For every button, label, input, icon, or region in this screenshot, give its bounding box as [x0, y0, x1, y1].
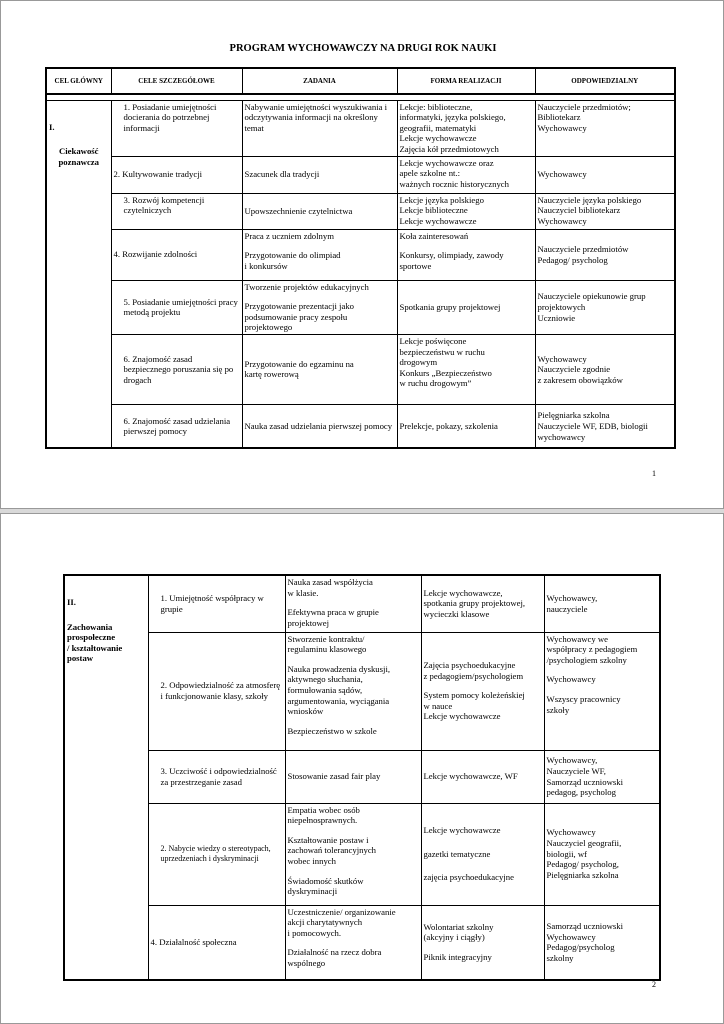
forma-line: Koła zainteresowań — [399, 230, 469, 241]
odp-line: współpracy z pedagogiem — [546, 644, 638, 655]
forma-realizacji — [397, 156, 535, 193]
zadanie: Stosowanie zasad fair play — [285, 750, 421, 803]
odpowiedzialny — [544, 632, 660, 750]
odp-line: Wychowawcy — [537, 215, 587, 226]
odp-line: Bibliotekarz — [537, 112, 581, 123]
forma-line: gazetki tematyczne — [423, 848, 491, 859]
forma-line: sportowe — [399, 260, 432, 271]
zadanie-line: Empatia wobec osób — [287, 804, 360, 815]
forma-line: bezpieczeństwu w ruchu — [399, 346, 485, 357]
table-row — [46, 100, 675, 156]
odp-line: Nauczyciele języka polskiego — [537, 194, 642, 205]
zadanie-line: niepełnosprawnych. — [287, 815, 358, 826]
table-row — [64, 750, 660, 803]
table-row — [46, 280, 675, 334]
odp-line: Wychowawcy — [537, 353, 587, 364]
odp-line: Wychowawcy, — [546, 593, 598, 604]
forma-realizacji — [421, 803, 544, 905]
cel-szczegolowy: 2. Nabycie wiedzy o stereotypach, uprzedzeniach i dyskryminacji — [148, 803, 285, 905]
zadanie-line: projektowej — [287, 617, 329, 628]
table-row — [64, 803, 660, 905]
forma-line: Piknik integracyjny — [423, 952, 492, 963]
table-row — [46, 229, 675, 280]
odp-line: wychowawcy — [537, 431, 586, 442]
zadanie-line: Przygotowanie do olimpiad — [244, 250, 341, 261]
odpowiedzialny — [544, 803, 660, 905]
forma-line: zajęcia psychoedukacyjne — [423, 872, 514, 883]
forma-line: spotkania grupy projektowej, — [423, 598, 526, 609]
header-zadania: ZADANIA — [242, 68, 397, 94]
program-table-page-1 — [45, 67, 676, 449]
table-row — [46, 193, 675, 229]
cel-szczegolowy: 1. Posiadanie umiejętności docierania do potrzebnej informacji — [111, 100, 242, 156]
header-cel-glowny: CEL GŁÓWNY — [46, 68, 111, 94]
forma-line: wycieczki klasowe — [423, 609, 490, 620]
odp-line: Uczniowie — [537, 312, 576, 323]
document-page-1 — [0, 0, 724, 509]
cel-szczegolowy: 2. Kultywowanie tradycji — [111, 156, 242, 193]
odpowiedzialny — [544, 750, 660, 803]
forma-line: z pedagogiem/psychologiem — [423, 670, 524, 681]
odp-line: Wychowawcy — [546, 827, 596, 838]
zadanie-line: Nauka prowadzenia dyskusji, — [287, 663, 391, 674]
forma-line: Lekcje biblioteczne — [399, 205, 468, 216]
odp-line: Pedagog/psycholog — [546, 942, 615, 953]
goal-name-line: prospołeczne — [67, 632, 116, 643]
odp-line: Wychowawcy — [546, 674, 596, 685]
odp-line: Wychowawcy — [537, 122, 587, 133]
forma-line: (akcyjny i ciągły) — [423, 932, 485, 943]
odp-line: /psychologiem szkolny — [546, 654, 627, 665]
cel-szczegolowy: 4. Rozwijanie zdolności — [111, 229, 242, 280]
odp-line: Pedagog/ psycholog — [537, 254, 608, 265]
zadanie-line: kartę rowerową — [244, 369, 299, 380]
cel-szczegolowy: 3. Uczciwość i odpowiedzialność za przestrzeganie zasad — [148, 750, 285, 803]
header-forma-realizacji: FORMA REALIZACJI — [397, 68, 535, 94]
cel-szczegolowy: 1. Umiejętność współpracy w grupie — [148, 575, 285, 632]
zadanie-line: i konkursów — [244, 260, 288, 271]
forma-line: ważnych rocznic historycznych — [399, 178, 510, 189]
goal-name-line: postaw — [67, 653, 94, 664]
zadanie: Szacunek dla tradycji — [242, 156, 397, 193]
zadanie-line: Bezpieczeństwo w szkole — [287, 725, 377, 736]
zadanie-line: projektowego — [244, 322, 293, 333]
zadanie-line: wobec innych — [287, 855, 336, 866]
zadanie — [285, 803, 421, 905]
odp-line: Nauczyciel bibliotekarz — [537, 205, 621, 216]
table-row — [46, 156, 675, 193]
odp-line: Wychowawcy, — [546, 755, 598, 766]
zadanie-line: Działalność na rzecz dobra — [287, 947, 382, 958]
goal-name — [67, 622, 146, 664]
odp-line: pedagog, psycholog — [546, 787, 616, 798]
zadanie-line: argumentowania, wyciągania — [287, 695, 390, 706]
odp-line: szkolny — [546, 952, 574, 963]
zadanie-line: regulaminu klasowego — [287, 644, 367, 655]
forma-realizacji — [397, 193, 535, 229]
zadanie-line: Stworzenie kontraktu/ — [287, 633, 365, 644]
odpowiedzialny — [535, 193, 675, 229]
zadanie-line: Kształtowanie postaw i — [287, 834, 369, 845]
odp-line: Nauczyciele WF, EDB, biologii — [537, 420, 648, 431]
zadanie-line: Efektywna praca w grupie — [287, 607, 379, 618]
forma-realizacji: Prelekcje, pokazy, szkolenia — [397, 404, 535, 448]
zadanie-line: akcji charytatywnych — [287, 917, 363, 928]
forma-line: Konkursy, olimpiady, zawody — [399, 250, 504, 261]
odpowiedzialny — [535, 334, 675, 404]
forma-line: Lekcje wychowawcze, — [423, 587, 503, 598]
odp-line: Pielęgniarka szkolna — [546, 869, 619, 880]
forma-realizacji: Lekcje wychowawcze, WF — [421, 750, 544, 803]
odpowiedzialny — [544, 905, 660, 980]
odp-line: Wychowawcy — [546, 931, 596, 942]
odp-line: Pedagog/ psycholog, — [546, 859, 619, 870]
odp-line: Samorząd uczniowski — [546, 921, 623, 932]
odp-line: Nauczyciele zgodnie — [537, 364, 611, 375]
zadanie-line: Nauka zasad współżycia — [287, 577, 373, 587]
main-goal-cell — [46, 100, 111, 448]
goal-name-line: / kształtowanie — [67, 642, 123, 653]
cel-szczegolowy: 6. Znajomość zasad udzielania pierwszej pomocy — [111, 404, 242, 448]
odp-line: Wszyscy pracownicy — [546, 693, 621, 704]
odpowiedzialny — [535, 280, 675, 334]
cel-szczegolowy: 6. Znajomość zasad bezpiecznego poruszania się po drogach — [111, 334, 242, 404]
forma-line: Lekcje wychowawcze oraz — [399, 157, 494, 168]
zadanie-line: wspólnego — [287, 957, 326, 968]
goal-name-line: Zachowania — [67, 621, 113, 632]
zadanie — [285, 632, 421, 750]
table-row — [64, 575, 660, 632]
forma-line: w nauce — [423, 700, 453, 711]
odp-line: Nauczyciel geografii, — [546, 838, 622, 849]
odp-line: z zakresem obowiązków — [537, 374, 623, 385]
forma-line: drogowym — [399, 357, 438, 368]
cel-szczegolowy: 5. Posiadanie umiejętności pracy metodą projektu — [111, 280, 242, 334]
zadanie-line: w klasie. — [287, 587, 319, 598]
forma-line: Zajęcia kół przedmiotowych — [399, 143, 499, 154]
table-row — [64, 905, 660, 980]
forma-line: System pomocy koleżeńskiej — [423, 690, 525, 701]
odp-line: Nauczyciele WF, — [546, 765, 606, 776]
table-header-row — [46, 68, 675, 94]
odpowiedzialny — [544, 575, 660, 632]
forma-line: Konkurs „Bezpieczeństwo — [399, 367, 492, 378]
odpowiedzialny — [535, 229, 675, 280]
odpowiedzialny: Wychowawcy — [535, 156, 675, 193]
zadanie-line: Tworzenie projektów edukacyjnych — [244, 281, 369, 292]
zadanie: Upowszechnienie czytelnictwa — [242, 193, 397, 229]
forma-line: Lekcje: biblioteczne, — [399, 101, 473, 112]
forma-line: w ruchu drogowym” — [399, 378, 472, 389]
odp-line: szkoły — [546, 704, 570, 715]
zadanie-line: Praca z uczniem zdolnym — [244, 230, 334, 241]
zadanie — [285, 905, 421, 980]
odp-line: Pielęgniarka szkolna — [537, 410, 610, 421]
goal-number: I. — [49, 121, 55, 132]
page-number: 2 — [652, 980, 656, 989]
zadanie-line: formułowania sądów, — [287, 684, 363, 695]
document-page-2 — [0, 513, 724, 1024]
zadanie-line: wniosków — [287, 706, 324, 717]
cel-szczegolowy: 4. Działalność społeczna — [148, 905, 285, 980]
zadanie — [242, 280, 397, 334]
zadanie-line: Uczestniczenie/ organizowanie — [287, 906, 396, 917]
forma-realizacji — [421, 575, 544, 632]
odpowiedzialny — [535, 404, 675, 448]
forma-line: Lekcje wychowawcze — [399, 215, 477, 226]
cel-szczegolowy: 2. Odpowiedzialność za atmosferę i funkcjonowanie klasy, szkoły — [148, 632, 285, 750]
odp-line: Nauczyciele opiekunowie grup — [537, 291, 646, 302]
forma-realizacji — [397, 229, 535, 280]
document-title: PROGRAM WYCHOWAWCZY NA DRUGI ROK NAUKI — [229, 43, 497, 54]
zadanie-line: podsumowanie pracy zespołu — [244, 311, 348, 322]
forma-line: Lekcje języka polskiego — [399, 194, 484, 205]
page-number: 1 — [652, 469, 656, 478]
odp-line: Nauczyciele przedmiotów; — [537, 101, 631, 112]
forma-line: geografii, matematyki — [399, 122, 477, 133]
zadanie-line: zachowań tolerancyjnych — [287, 845, 377, 856]
zadanie — [242, 334, 397, 404]
forma-line: informatyki, języka polskiego, — [399, 112, 506, 123]
forma-line: Lekcje wychowawcze — [399, 133, 477, 144]
forma-line: Zajęcia psychoedukacyjne — [423, 659, 516, 670]
zadanie-line: dyskryminacji — [287, 886, 338, 897]
odp-line: nauczyciele — [546, 603, 588, 614]
zadanie-line: Przygotowanie do egzaminu na — [244, 358, 354, 369]
program-table-page-2 — [63, 574, 661, 981]
header-cele-szczegolowe: CELE SZCZEGÓŁOWE — [111, 68, 242, 94]
odp-line: Nauczyciele przedmiotów — [537, 243, 629, 254]
forma-line: Lekcje wychowawcze — [423, 825, 501, 836]
zadanie: Nauka zasad udzielania pierwszej pomocy — [242, 404, 397, 448]
forma-realizacji — [421, 905, 544, 980]
forma-realizacji — [397, 334, 535, 404]
table-row — [46, 404, 675, 448]
zadanie-line: Świadomość skutków — [287, 875, 364, 886]
goal-name: Ciekawość poznawcza — [58, 146, 100, 167]
forma-realizacji: Spotkania grupy projektowej — [397, 280, 535, 334]
zadanie: Nabywanie umiejętności wyszukiwania i odczytywania informacji na określony temat — [242, 100, 397, 156]
odpowiedzialny — [535, 100, 675, 156]
header-odpowiedzialny: ODPOWIEDZIALNY — [535, 68, 675, 94]
odp-line: Samorząd uczniowski — [546, 776, 623, 787]
goal-number: II. — [67, 597, 76, 607]
zadanie-line: Przygotowanie prezentacji jako — [244, 301, 355, 312]
odp-line: biologii, wf — [546, 848, 588, 859]
forma-line: Lekcje poświęcone — [399, 335, 467, 346]
forma-realizacji — [397, 100, 535, 156]
zadanie — [285, 575, 421, 632]
zadanie — [242, 229, 397, 280]
odp-line: projektowych — [537, 301, 586, 312]
zadanie-line: aktywnego słuchania, — [287, 674, 363, 685]
forma-line: Lekcje wychowawcze — [423, 711, 501, 722]
forma-line: Wolontariat szkolny — [423, 921, 494, 932]
cel-szczegolowy: 3. Rozwój kompetencji czytelniczych — [111, 193, 242, 229]
table-row — [64, 632, 660, 750]
forma-line: apele szkolne nt.: — [399, 168, 461, 179]
main-goal-cell — [64, 575, 148, 980]
forma-realizacji — [421, 632, 544, 750]
odp-line: Wychowawcy we — [546, 633, 608, 644]
zadanie-line: i pomocowych. — [287, 927, 342, 938]
table-row — [46, 334, 675, 404]
